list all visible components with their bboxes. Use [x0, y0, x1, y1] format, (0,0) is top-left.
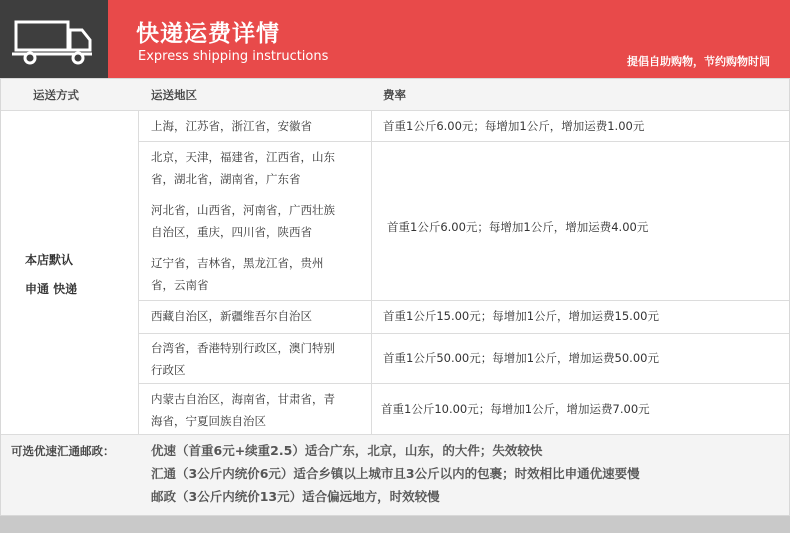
region-cell: 海省，宁夏回族自治区: [151, 414, 266, 428]
divider: [1, 110, 789, 111]
slogan-text: 提倡自助购物，节约购物时间: [627, 55, 770, 68]
header-banner: [0, 0, 790, 78]
divider: [138, 141, 789, 142]
header-region: 运送地区: [151, 88, 197, 102]
page-subtitle: Express shipping instructions: [138, 49, 329, 64]
truck-icon-box: [0, 0, 108, 78]
divider: [371, 111, 372, 434]
fee-cell: 首重1公斤15.00元；每增加1公斤，增加运费15.00元: [383, 309, 659, 323]
region-cell: 西藏自治区，新疆维吾尔自治区: [151, 309, 312, 323]
region-cell: 北京，天津，福建省，江西省，山东: [151, 150, 335, 164]
page-title: 快递运费详情: [136, 21, 280, 47]
region-cell: 省，湖北省，湖南省，广东省: [151, 172, 301, 186]
divider: [1, 434, 789, 435]
divider: [138, 111, 139, 434]
note-line: 邮政（3公斤内统价13元）适合偏远地方，时效较慢: [151, 489, 440, 504]
region-cell: 内蒙古自治区，海南省，甘肃省，青: [151, 392, 335, 406]
store-default-label: 本店默认: [25, 253, 74, 267]
fee-cell: 首重1公斤6.00元；每增加1公斤，增加运费1.00元: [383, 119, 645, 133]
region-cell: 河北省，山西省，河南省，广西壮族: [151, 203, 335, 217]
fee-cell: 首重1公斤50.00元；每增加1公斤，增加运费50.00元: [383, 351, 659, 365]
fee-cell: 首重1公斤6.00元；每增加1公斤，增加运费4.00元: [387, 220, 649, 234]
note-line: 优速（首重6元+续重2.5）适合广东，北京，山东，的大件；失效较快: [151, 443, 543, 458]
fee-cell: 首重1公斤10.00元；每增加1公斤，增加运费7.00元: [381, 402, 650, 416]
region-cell: 行政区: [151, 363, 186, 377]
truck-icon: [0, 0, 108, 78]
header-method: 运送方式: [33, 88, 79, 102]
region-cell: 省，云南省: [151, 278, 209, 292]
region-cell: 上海，江苏省，浙江省，安徽省: [151, 119, 312, 133]
notes-label: 可选优速汇通邮政：: [11, 444, 115, 458]
divider: [138, 333, 789, 334]
note-line: 汇通（3公斤内统价6元）适合乡镇以上城市且3公斤以内的包裹；时效相比申通优速要慢: [151, 466, 640, 481]
divider: [138, 383, 789, 384]
header-fee: 费率: [383, 88, 406, 102]
divider: [138, 300, 789, 301]
region-cell: 自治区，重庆，四川省，陕西省: [151, 225, 312, 239]
shipping-table: [0, 78, 790, 516]
footer-bar: [0, 516, 790, 533]
store-courier-label: 申通 快递: [25, 282, 78, 296]
region-cell: 台湾省，香港特别行政区，澳门特别: [151, 341, 335, 355]
region-cell: 辽宁省，吉林省，黑龙江省，贵州: [151, 256, 324, 270]
